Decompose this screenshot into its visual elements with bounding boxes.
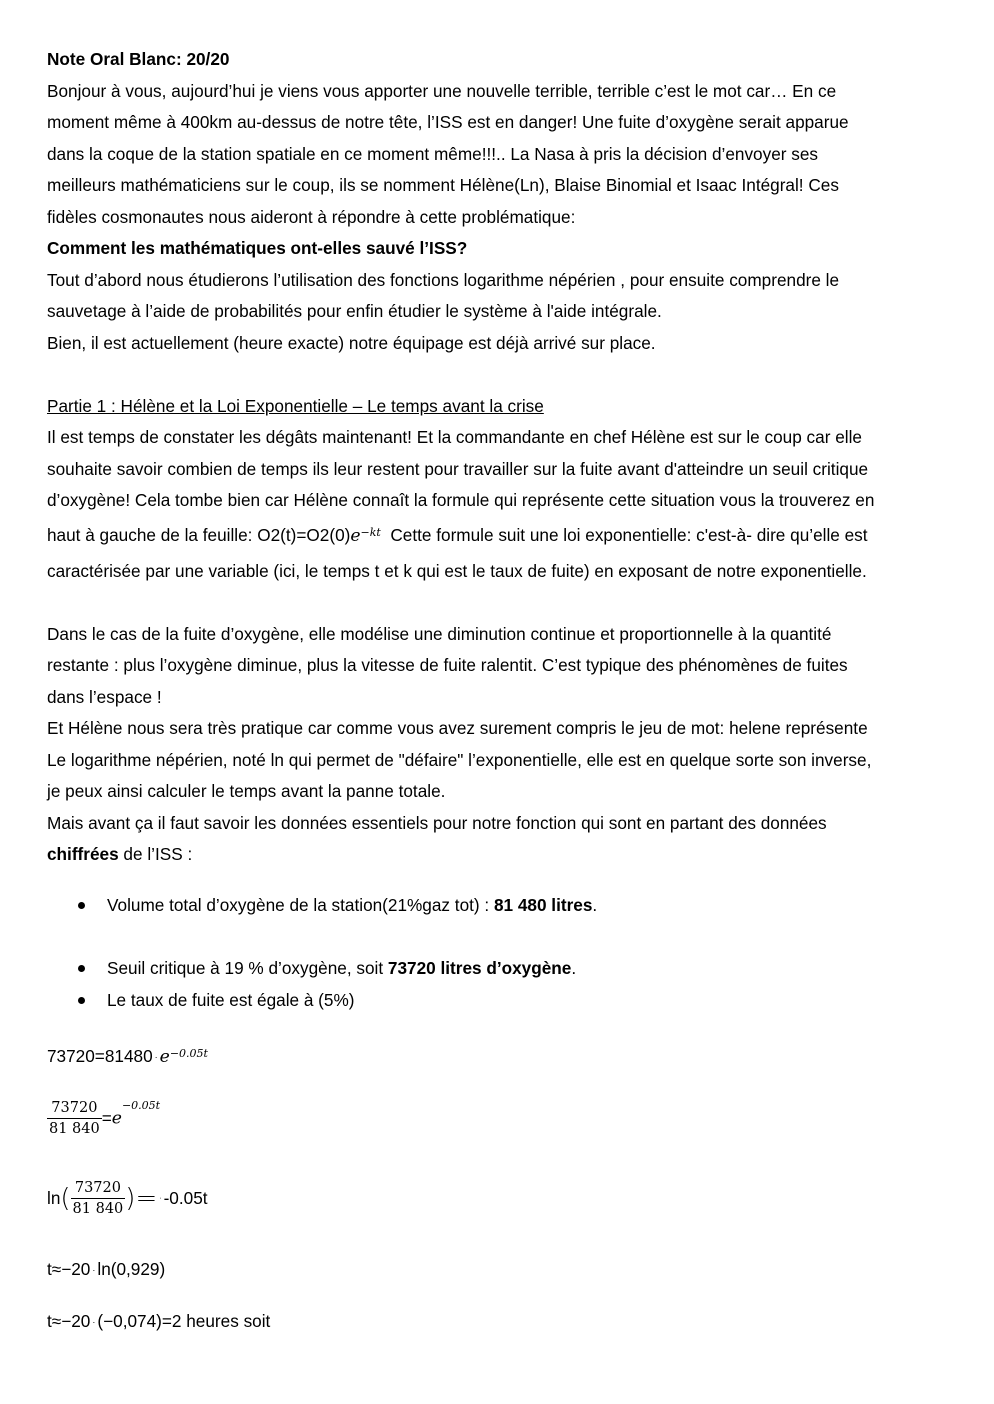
multiply-dot: · (154, 1052, 158, 1063)
intro-line-1: Bonjour à vous, aujourd’hui je viens vous apporter une nouvelle terrible, terrible c’est le mot car… En ce (47, 80, 837, 101)
eq2-denominator: 81 840 (49, 1121, 100, 1137)
list-item-end: . (592, 894, 598, 915)
eq2-exponent: −0.05t (121, 1099, 161, 1113)
formula-text: haut à gauche de la feuille: O2(t)=O2(0) (47, 524, 351, 545)
formula-explanation: Cette formule suit une loi exponentielle: c'est-à- dire qu’elle est (380, 524, 868, 545)
line-text: de l’ISS : (118, 844, 193, 864)
eq2-exp-base: e (111, 1108, 122, 1129)
eq1-left: 73720=81480 (47, 1046, 153, 1066)
eq3-fraction (71, 1180, 126, 1217)
part1-p2-line-6: je peux ainsi calculer le temps avant la panne totale. (47, 781, 446, 801)
part1-p2-line-8 (47, 839, 937, 871)
list-item-text: Le taux de fuite est égale à (5%) (107, 989, 355, 1010)
spacer (47, 871, 937, 890)
equals-sign: = (101, 1108, 112, 1128)
close-paren: )= (125, 1183, 158, 1214)
part1-p2-line-1: Dans le cas de la fuite d’oxygène, elle modélise une diminution continue et proportionnelle à la quantité (47, 623, 832, 644)
eq2-fraction (47, 1100, 102, 1137)
eq4-left: t≈−20 (47, 1259, 91, 1279)
spacer (47, 359, 937, 391)
part1-p1-line-4 (47, 517, 937, 556)
eq3-denominator: 81 840 (72, 1201, 124, 1217)
part1-p2-line-5: Le logarithme népérien, noté ln qui permet de "défaire" l’exponentielle, elle est en quelque sorte son inverse, (47, 749, 872, 770)
list-item-oxygen-volume (47, 890, 937, 922)
list-item-value: 73720 litres d’oxygène (387, 958, 572, 978)
multiply-dot: · (159, 1195, 162, 1202)
intro-line-7: sauvetage à l’aide de probabilités pour enfin étudier le système à l'aide intégrale. (47, 301, 662, 321)
eq1-exponent: −0.05t (169, 1047, 208, 1060)
eq5-left: t≈−20 (47, 1311, 91, 1331)
multiply-dot: · (92, 1265, 96, 1276)
equation-2 (47, 1100, 160, 1137)
part1-p1-line-2: souhaite savoir combien de temps ils leur restent pour travailler sur la fuite avant d'atteindre un seuil critique (47, 458, 869, 479)
equation-5 (47, 1311, 270, 1332)
part1-heading: Partie 1 : Hélène et la Loi Exponentielle – Le temps avant la crise (47, 395, 544, 416)
ln-label: ln (47, 1188, 61, 1208)
part1-p2-line-4: Et Hélène nous sera très pratique car comme vous avez surement compris le jeu de mot: helene représente (47, 718, 868, 738)
part1-p2-line-3: dans l’espace ! (47, 686, 162, 707)
intro-line-6: Tout d’abord nous étudierons l’utilisation des fonctions logarithme népérien , pour ensuite comprendre le (47, 269, 840, 290)
intro-line-8: Bien, il est actuellement (heure exacte) notre équipage est déjà arrivé sur place. (47, 332, 656, 353)
equation-1 (47, 1046, 208, 1067)
spacer (47, 587, 937, 619)
intro-line-4: meilleurs mathématiciens sur le coup, ils se nomment Hélène(Ln), Blaise Binomial et Isaac Intégral! Ces (47, 175, 839, 195)
multiply-dot: · (92, 1317, 96, 1328)
formula-exp-base: e (350, 525, 361, 546)
list-item-text: Volume total d’oxygène de la station(21%gaz tot) : (107, 894, 494, 915)
eq4-right: ln(0,929) (97, 1259, 166, 1279)
eq2-numerator: 73720 (47, 1100, 102, 1119)
open-paren: ( (60, 1183, 71, 1214)
eq3-numerator: 73720 (71, 1180, 126, 1199)
eq3-right: -0.05t (163, 1188, 208, 1208)
part1-p2-line-7: Mais avant ça il faut savoir les données essentiels pour notre fonction qui sont en partant des données (47, 812, 827, 833)
formula-exponent: −kt (360, 525, 381, 539)
intro-line-3: dans la coque de la station spatiale en ce moment même!!!.. La Nasa à pris la décision d’envoyer ses (47, 143, 818, 164)
part1-p2-line-2: restante : plus l’oxygène diminue, plus la vitesse de fuite ralentit. C’est typique des phénomènes de fuites (47, 655, 848, 675)
eq1-exp-base: e (159, 1047, 170, 1067)
list-item-text: Seuil critique à 19 % d’oxygène, soit (107, 958, 388, 978)
part1-p1-line-3: d’oxygène! Cela tombe bien car Hélène connaît la formule qui représente cette situation vous la trouverez en (47, 490, 875, 510)
intro-line-5: fidèles cosmonautes nous aideront à répondre à cette problématique: (47, 206, 576, 227)
bold-word: chiffrées (47, 844, 119, 864)
list-item-critical-threshold (47, 953, 937, 985)
equation-3 (47, 1180, 208, 1217)
problematic-question: Comment les mathématiques ont-elles sauvé l’ISS? (47, 238, 468, 258)
eq5-right: (−0,074)=2 heures soit (97, 1311, 271, 1331)
list-item-value: 81 480 litres (493, 894, 593, 915)
part1-p1-line-1: Il est temps de constater les dégâts maintenant! Et la commandante en chef Hélène est sur le coup car elle (47, 427, 862, 447)
document-page (47, 44, 937, 1016)
list-item-end: . (571, 958, 577, 978)
list-item-leak-rate (47, 985, 937, 1017)
equation-4 (47, 1259, 165, 1280)
part1-p1-line-5: caractérisée par une variable (ici, le temps t et k qui est le taux de fuite) en exposant de notre exponentielle. (47, 560, 867, 581)
iss-data-list (47, 890, 937, 1017)
document-title: Note Oral Blanc: 20/20 (47, 49, 230, 69)
intro-line-2: moment même à 400km au-dessus de notre tête, l’ISS est en danger! Une fuite d’oxygène serait apparue (47, 112, 849, 132)
